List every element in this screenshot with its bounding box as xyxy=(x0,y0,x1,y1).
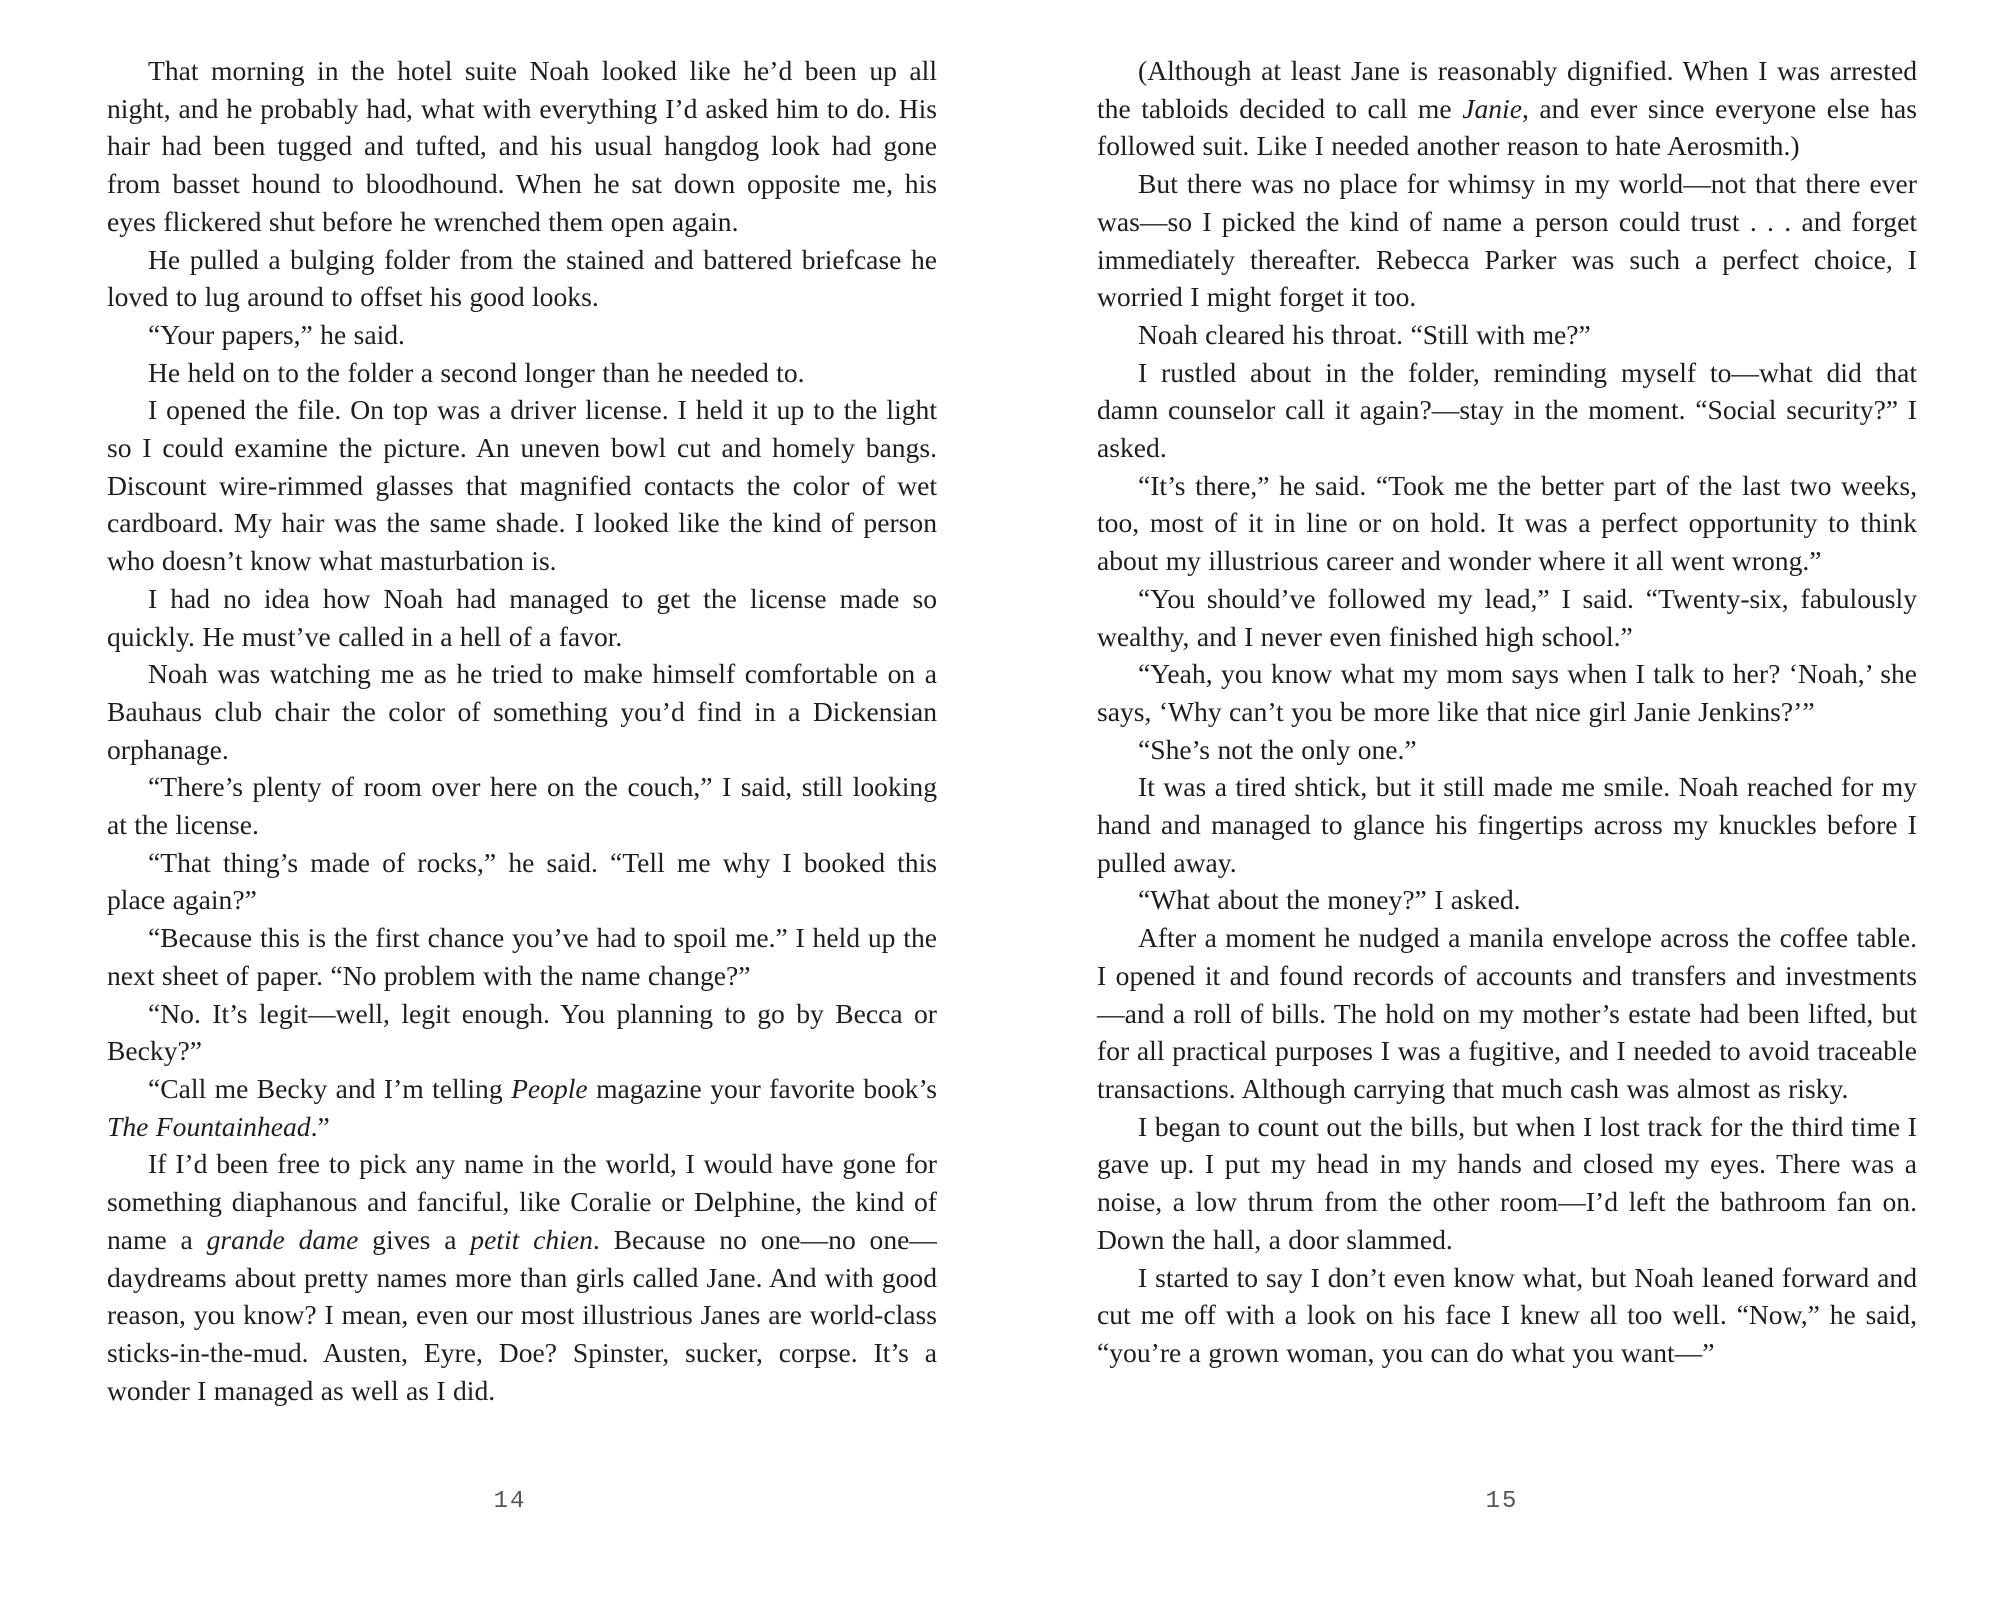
text-run: . Because no one—no one—daydreams about pretty names more than girls called Jane. And with good reason, you know? I mean, even our most illustrious Janes are world-class sticks-in-the-mud. Austen, Eyre, Doe? Spinster, sucker, corpse. It’s a wonder I managed as well as I did. xyxy=(107,1223,937,1406)
text-run: “There’s plenty of room over here on the couch,” I said, still looking at the license. xyxy=(107,771,937,841)
text-run: “What about the money?” I asked. xyxy=(1138,884,1521,916)
paragraph xyxy=(107,655,937,768)
paragraph xyxy=(1097,467,1917,580)
paragraph xyxy=(107,995,937,1070)
paragraph xyxy=(107,354,937,392)
text-run: “Call me Becky and I’m telling xyxy=(148,1072,512,1104)
text-run: “It’s there,” he said. “Took me the better part of the last two weeks, too, most of it in line or on hold. It was a perfect opportunity to think about my illustrious career and wonder where it all went wrong.” xyxy=(1097,469,1917,577)
italic-text-run: grande dame xyxy=(206,1223,359,1255)
page-number-right: 15 xyxy=(1485,1488,1519,1515)
text-run: He pulled a bulging folder from the stained and battered briefcase he loved to lug around to offset his good looks. xyxy=(107,243,937,313)
paragraph xyxy=(1097,316,1917,354)
text-run: I opened the file. On top was a driver license. I held it up to the light so I could examine the picture. An uneven bowl cut and homely bangs. Discount wire-rimmed glasses that magnified contacts the color of wet cardboard. My hair was the same shade. I looked like the kind of person who doesn’t know what masturbation is. xyxy=(107,394,937,577)
paragraph xyxy=(1097,919,1917,1108)
text-run: .” xyxy=(310,1110,330,1142)
text-run: I started to say I don’t even know what, but Noah leaned forward and cut me off with a look on his face I knew all too well. “Now,” he said, “you’re a grown woman, you can do what you want—” xyxy=(1097,1261,1917,1368)
text-run: But there was no place for whimsy in my world—not that there ever was—so I picked the kind of name a person could trust . . . and forget immediately thereafter. Rebecca Parker was such a perfect choice, I worried I might forget it too. xyxy=(1097,168,1917,313)
paragraph xyxy=(1097,1108,1917,1259)
paragraph xyxy=(107,52,937,241)
paragraph xyxy=(1097,731,1917,769)
text-run: Noah cleared his throat. “Still with me?” xyxy=(1138,318,1591,350)
text-run: magazine your favorite book’s xyxy=(587,1072,937,1104)
text-run: (Although at least Jane is reasonably dignified. When I was arrested the tabloids decided to call me xyxy=(1097,55,1917,124)
text-run: Noah was watching me as he tried to make himself comfortable on a Bauhaus club chair the color of something you’d find in a Dickensian orphanage. xyxy=(107,658,937,765)
text-run: gives a xyxy=(358,1223,471,1255)
text-run: , and ever since everyone else has followed suit. Like I needed another reason to hate Aerosmith.) xyxy=(1097,92,1917,162)
text-run: I began to count out the bills, but when I lost track for the third time I gave up. I put my head in my hands and closed my eyes. There was a noise, a low thrum from the other room—I’d left the bathroom fan on. Down the hall, a door slammed. xyxy=(1097,1110,1917,1255)
paragraph xyxy=(107,580,937,655)
paragraph xyxy=(1097,881,1917,919)
text-run: He held on to the folder a second longer than he needed to. xyxy=(148,356,805,388)
page-number-left: 14 xyxy=(493,1488,527,1515)
left-page-text xyxy=(107,52,937,1409)
italic-text-run: Janie xyxy=(1462,92,1522,124)
paragraph xyxy=(1097,354,1917,467)
paragraph xyxy=(107,768,937,843)
text-run: “Because this is the first chance you’ve had to spoil me.” I held up the next sheet of paper. “No problem with the name change?” xyxy=(107,922,937,991)
paragraph xyxy=(107,1145,937,1409)
paragraph xyxy=(107,1070,937,1145)
italic-text-run: petit chien xyxy=(470,1223,593,1255)
text-run: “You should’ve followed my lead,” I said. “Twenty-six, fabulously wealthy, and I never even finished high school.” xyxy=(1097,582,1917,652)
paragraph xyxy=(1097,655,1917,730)
paragraph xyxy=(1097,580,1917,655)
text-run: “She’s not the only one.” xyxy=(1138,733,1417,765)
text-run: It was a tired shtick, but it still made me smile. Noah reached for my hand and managed to glance his fingertips across my knuckles before I pulled away. xyxy=(1097,771,1917,878)
paragraph xyxy=(1097,768,1917,881)
text-run: “No. It’s legit—well, legit enough. You planning to go by Becca or Becky?” xyxy=(107,997,937,1067)
italic-text-run: People xyxy=(511,1072,588,1104)
text-run: I rustled about in the folder, reminding myself to—what did that damn counselor call it again?—stay in the moment. “Social security?” I asked. xyxy=(1097,356,1917,464)
paragraph xyxy=(107,316,937,354)
paragraph xyxy=(1097,52,1917,165)
right-page-text xyxy=(1097,52,1917,1372)
text-run: I had no idea how Noah had managed to get the license made so quickly. He must’ve called in a hell of a favor. xyxy=(107,582,937,652)
paragraph xyxy=(107,241,937,316)
paragraph xyxy=(107,391,937,580)
paragraph xyxy=(1097,1259,1917,1372)
text-run: “Yeah, you know what my mom says when I talk to her? ‘Noah,’ she says, ‘Why can’t you be more like that nice girl Janie Jenkins?’” xyxy=(1097,658,1917,727)
text-run: After a moment he nudged a manila envelope across the coffee table. I opened it and found records of accounts and transfers and investments—and a roll of bills. The hold on my mother’s estate had been lifted, but for all practical purposes I was a fugitive, and I needed to avoid traceable transactions. Although carrying that much cash was almost as risky. xyxy=(1097,922,1917,1104)
italic-text-run: The Fountainhead xyxy=(107,1110,311,1142)
paragraph xyxy=(107,844,937,919)
text-run: If I’d been free to pick any name in the world, I would have gone for something diaphanous and fanciful, like Coralie or Delphine, the kind of name a xyxy=(107,1148,937,1255)
paragraph xyxy=(1097,165,1917,316)
text-run: That morning in the hotel suite Noah looked like he’d been up all night, and he probably had, what with everything I’d asked him to do. His hair had been tugged and tufted, and his usual hangdog look had gone from basset hound to bloodhound. When he sat down opposite me, his eyes flickered shut before he wrenched them open again. xyxy=(107,55,937,237)
text-run: “That thing’s made of rocks,” he said. “Tell me why I booked this place again?” xyxy=(107,846,937,916)
paragraph xyxy=(107,919,937,994)
text-run: “Your papers,” he said. xyxy=(148,318,405,350)
